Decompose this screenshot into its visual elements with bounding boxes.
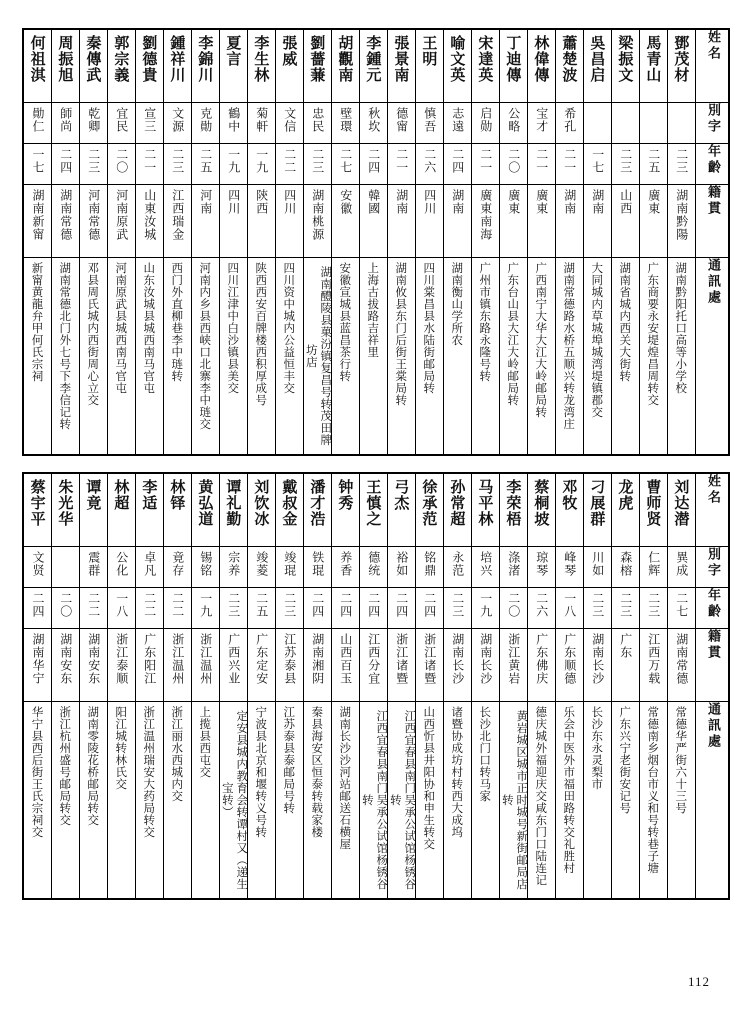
cell-origin: 广东定安 (247, 629, 275, 702)
cell-address: 广州市镇东路永隆号转 (471, 258, 499, 456)
cell-name: 喻文英 (443, 29, 471, 103)
cell-name: 秦傳武 (79, 29, 107, 103)
cell-style-name: 宗养 (219, 547, 247, 588)
cell-origin: 广东佛庆 (527, 629, 555, 702)
cell-name: 弓杰 (387, 473, 415, 547)
cell-origin: 湖南常德 (667, 629, 695, 702)
cell-address: 湖南醴陵县菓汾镇复昌号转茂田牌坊店 (303, 258, 331, 456)
cell-origin: 山西百玉 (331, 629, 359, 702)
cell-style-name: 铁琨 (303, 547, 331, 588)
cell-style-name (611, 103, 639, 144)
cell-style-name: 文贤 (23, 547, 51, 588)
cell-name: 马平林 (471, 473, 499, 547)
cell-name: 李荣梧 (499, 473, 527, 547)
cell-address: 四川资中城内公益恒丰交 (275, 258, 303, 456)
cell-style-name: 慎吾 (415, 103, 443, 144)
column-header-age: 年齡 (695, 144, 729, 185)
cell-origin: 湖南安东 (51, 629, 79, 702)
cell-name: 王明 (415, 29, 443, 103)
cell-address: 长沙北门口转马家 (471, 702, 499, 900)
cell-age: 二六 (415, 144, 443, 185)
cell-age: 二三 (303, 144, 331, 185)
column-header-origin: 籍貫 (695, 185, 729, 258)
column-header-age: 年齡 (695, 588, 729, 629)
cell-style-name: 琼琴 (527, 547, 555, 588)
cell-address: 上揽县西屯交 (191, 702, 219, 900)
page-number: 112 (687, 974, 710, 989)
cell-name: 谭竟 (79, 473, 107, 547)
cell-style-name: 川如 (583, 547, 611, 588)
cell-name: 李生林 (247, 29, 275, 103)
cell-style-name: 忠民 (303, 103, 331, 144)
cell-origin: 湖南安东 (79, 629, 107, 702)
cell-age: 二七 (667, 588, 695, 629)
roster-table-lower (22, 472, 730, 900)
cell-style-name (667, 103, 695, 144)
cell-name: 孙常超 (443, 473, 471, 547)
cell-address: 新甯黄龍弁甲何氏宗祠 (23, 258, 51, 456)
cell-name: 林偉傳 (527, 29, 555, 103)
cell-name: 梁振文 (611, 29, 639, 103)
cell-age: 二一 (555, 144, 583, 185)
cell-style-name: 公略 (499, 103, 527, 144)
cell-style-name: 德统 (359, 547, 387, 588)
cell-name: 戴叔金 (275, 473, 303, 547)
cell-age: 二三 (611, 144, 639, 185)
cell-address: 陕西西安百牌楼西积厚成号 (247, 258, 275, 456)
cell-style-name: 異成 (667, 547, 695, 588)
roster-table-upper (22, 28, 730, 456)
cell-style-name: 鶴中 (219, 103, 247, 144)
cell-age: 二三 (79, 144, 107, 185)
cell-address: 黄岩城区城市正时城号新街邮局店转 (499, 702, 527, 900)
cell-address: 湖南常德北门外七号下李信记转 (51, 258, 79, 456)
cell-origin: 江西分宜 (359, 629, 387, 702)
cell-address: 浙江杭州盛号邮局转交 (51, 702, 79, 900)
cell-origin: 湖南常德 (51, 185, 79, 258)
cell-origin: 廣東 (499, 185, 527, 258)
cell-address: 湖南省城内西关大街转 (611, 258, 639, 456)
cell-name: 朱光华 (51, 473, 79, 547)
cell-name: 林铎 (163, 473, 191, 547)
cell-address: 江苏泰县泰邮局号转 (275, 702, 303, 900)
cell-address: 四川棠昌县水陆街邮局转 (415, 258, 443, 456)
cell-origin: 浙江黄岩 (499, 629, 527, 702)
cell-origin: 广东顺德 (555, 629, 583, 702)
cell-name: 吳昌启 (583, 29, 611, 103)
cell-name: 張威 (275, 29, 303, 103)
cell-origin: 河南原武 (107, 185, 135, 258)
cell-name: 黄弘道 (191, 473, 219, 547)
cell-address: 浙江温州瑞安大药局转交 (135, 702, 163, 900)
cell-style-name: 裕如 (387, 547, 415, 588)
cell-style-name: 克勛 (191, 103, 219, 144)
cell-age: 二四 (359, 588, 387, 629)
cell-name: 刘达潜 (667, 473, 695, 547)
cell-origin: 韓國 (359, 185, 387, 258)
table-row-age (23, 144, 729, 185)
cell-style-name (639, 103, 667, 144)
cell-address: 诸暨协成坊村转西大成坞 (443, 702, 471, 900)
cell-name: 馬青山 (639, 29, 667, 103)
cell-age: 二四 (415, 588, 443, 629)
cell-name: 夏言 (219, 29, 247, 103)
cell-age: 二四 (303, 588, 331, 629)
cell-name: 鍾祥川 (163, 29, 191, 103)
cell-age: 一八 (555, 588, 583, 629)
cell-age: 二五 (247, 588, 275, 629)
column-header-name: 姓名 (695, 473, 729, 547)
cell-age: 二一 (135, 144, 163, 185)
cell-address: 大同城内草城埠城湾堤镇郡交 (583, 258, 611, 456)
cell-name: 刁展群 (583, 473, 611, 547)
cell-age: 二四 (331, 588, 359, 629)
cell-origin: 江苏泰县 (275, 629, 303, 702)
cell-name: 徐承范 (415, 473, 443, 547)
cell-name: 鄧茂材 (667, 29, 695, 103)
cell-age: 二二 (163, 588, 191, 629)
cell-age: 二三 (667, 144, 695, 185)
column-header-address: 通訊處 (695, 258, 729, 456)
column-header-style-name: 別字 (695, 103, 729, 144)
column-header-name: 姓名 (695, 29, 729, 103)
cell-address: 德庆城外福迎庆交咸东门口陆连记 (527, 702, 555, 900)
cell-age: 二〇 (51, 588, 79, 629)
cell-origin: 廣東 (527, 185, 555, 258)
cell-origin: 廣東南海 (471, 185, 499, 258)
cell-origin: 江西瑞金 (163, 185, 191, 258)
cell-age: 一九 (247, 144, 275, 185)
table-row-origin (23, 185, 729, 258)
cell-origin: 广东阳江 (135, 629, 163, 702)
cell-age: 二〇 (499, 144, 527, 185)
cell-name: 谭礼勤 (219, 473, 247, 547)
cell-age: 二三 (639, 588, 667, 629)
cell-style-name: 森榕 (611, 547, 639, 588)
cell-address: 山东汝城县城西南马官屯 (135, 258, 163, 456)
cell-age: 二一 (527, 144, 555, 185)
cell-address: 常德华严街六十三号 (667, 702, 695, 900)
cell-style-name: 秋坎 (359, 103, 387, 144)
cell-age: 二二 (135, 588, 163, 629)
cell-name: 刘饮冰 (247, 473, 275, 547)
column-header-address: 通訊處 (695, 702, 729, 900)
cell-style-name: 菊軒 (247, 103, 275, 144)
cell-address: 华宁县西后街王氏宗祠交 (23, 702, 51, 900)
cell-age: 一七 (23, 144, 51, 185)
cell-address: 上海古拔路吉祥里 (359, 258, 387, 456)
cell-style-name: 文源 (163, 103, 191, 144)
cell-age: 二六 (527, 588, 555, 629)
cell-age: 二五 (639, 144, 667, 185)
cell-age: 二一 (471, 144, 499, 185)
cell-age: 二一 (387, 144, 415, 185)
cell-address: 浙江丽水西城内交 (163, 702, 191, 900)
cell-name: 張景南 (387, 29, 415, 103)
column-header-style-name: 別字 (695, 547, 729, 588)
cell-age: 二三 (163, 144, 191, 185)
cell-name: 何祖淇 (23, 29, 51, 103)
cell-style-name: 锡铭 (191, 547, 219, 588)
cell-style-name (51, 547, 79, 588)
cell-origin: 浙江诸暨 (387, 629, 415, 702)
table-row-name (23, 473, 729, 547)
cell-origin: 湖南长沙 (583, 629, 611, 702)
cell-origin: 河南常德 (79, 185, 107, 258)
cell-origin: 湖南黔陽 (667, 185, 695, 258)
cell-age: 二四 (443, 144, 471, 185)
cell-origin: 湖南长沙 (443, 629, 471, 702)
cell-style-name: 乾卿 (79, 103, 107, 144)
cell-name: 蔡宇平 (23, 473, 51, 547)
cell-origin: 湖南华宁 (23, 629, 51, 702)
cell-address: 长沙东永灵梨市 (583, 702, 611, 900)
cell-name: 林超 (107, 473, 135, 547)
cell-address: 广西南宁大华大江大岭邮局转 (527, 258, 555, 456)
cell-origin: 湖南 (443, 185, 471, 258)
cell-name: 宋達英 (471, 29, 499, 103)
cell-name: 郭宗義 (107, 29, 135, 103)
cell-style-name: 文信 (275, 103, 303, 144)
cell-address: 定安县城内教育会转谭村又（递生宝转） (219, 702, 247, 900)
cell-address: 湖南常德路水桥五顺兴转龙湾庄 (555, 258, 583, 456)
cell-address: 湖南衡山学所农 (443, 258, 471, 456)
cell-address: 河南内乡县西峡口北寨李中琏交 (191, 258, 219, 456)
cell-address: 安徽宣城县蓝昌茶行转 (331, 258, 359, 456)
cell-origin: 陝西 (247, 185, 275, 258)
cell-origin: 浙江泰顺 (107, 629, 135, 702)
table-row-address (23, 258, 729, 456)
cell-age: 二四 (387, 588, 415, 629)
cell-origin: 安徽 (331, 185, 359, 258)
cell-age: 二四 (51, 144, 79, 185)
cell-age: 二四 (359, 144, 387, 185)
cell-origin: 湖南 (555, 185, 583, 258)
cell-name: 龙虎 (611, 473, 639, 547)
cell-style-name (583, 103, 611, 144)
cell-style-name: 宜民 (107, 103, 135, 144)
cell-name: 蔡桐坡 (527, 473, 555, 547)
cell-address: 山西忻县井阳协和申生转交 (415, 702, 443, 900)
cell-origin: 湖南 (583, 185, 611, 258)
cell-age: 一九 (471, 588, 499, 629)
cell-address: 西门外直柳巷李中琏转 (163, 258, 191, 456)
cell-age: 一九 (191, 588, 219, 629)
cell-origin: 浙江温州 (163, 629, 191, 702)
cell-origin: 湖南桃源 (303, 185, 331, 258)
cell-name: 丁迪傳 (499, 29, 527, 103)
table-row-age (23, 588, 729, 629)
cell-age: 二〇 (107, 144, 135, 185)
cell-origin: 山東汝城 (135, 185, 163, 258)
cell-age: 一八 (107, 588, 135, 629)
cell-address: 江西宜春县南门吴承公试馆杨锈谷转 (359, 702, 387, 900)
cell-origin: 四川 (415, 185, 443, 258)
table-row-style-name (23, 103, 729, 144)
cell-style-name: 卓凡 (135, 547, 163, 588)
cell-name: 王慎之 (359, 473, 387, 547)
cell-age: 二二 (275, 144, 303, 185)
cell-name: 劉德貴 (135, 29, 163, 103)
cell-address: 常德南乡烟台市义和号转巷子塘 (639, 702, 667, 900)
roster-table-upper-wrap (22, 28, 721, 456)
cell-origin: 湖南长沙 (471, 629, 499, 702)
cell-origin: 江西万载 (639, 629, 667, 702)
cell-origin: 浙江温州 (191, 629, 219, 702)
cell-style-name: 永范 (443, 547, 471, 588)
cell-style-name: 壁環 (331, 103, 359, 144)
cell-style-name: 德甯 (387, 103, 415, 144)
cell-origin: 湖南湘阴 (303, 629, 331, 702)
cell-origin: 廣東 (639, 185, 667, 258)
cell-origin: 山西 (611, 185, 639, 258)
cell-name: 胡觀南 (331, 29, 359, 103)
cell-origin: 四川 (275, 185, 303, 258)
cell-address: 乐会中医外市福田路转交礼胜村 (555, 702, 583, 900)
cell-style-name: 宝才 (527, 103, 555, 144)
cell-address: 邓县周氏城内西街周心立交 (79, 258, 107, 456)
cell-style-name: 竣琨 (275, 547, 303, 588)
cell-origin: 广西兴业 (219, 629, 247, 702)
cell-name: 潘才浩 (303, 473, 331, 547)
table-row-address (23, 702, 729, 900)
cell-address: 广东兴宁老街安记号 (611, 702, 639, 900)
cell-address: 湖南黔阳托口高等小学校 (667, 258, 695, 456)
cell-age: 二三 (275, 588, 303, 629)
cell-style-name: 竣菱 (247, 547, 275, 588)
cell-style-name: 宣三 (135, 103, 163, 144)
cell-style-name: 竟存 (163, 547, 191, 588)
cell-style-name: 志遠 (443, 103, 471, 144)
column-header-origin: 籍貫 (695, 629, 729, 702)
cell-address: 广东台山县大江大岭邮局转 (499, 258, 527, 456)
cell-age: 二五 (191, 144, 219, 185)
cell-style-name: 涤渚 (499, 547, 527, 588)
cell-age: 二四 (23, 588, 51, 629)
cell-style-name: 启勋 (471, 103, 499, 144)
cell-origin: 湖南 (387, 185, 415, 258)
cell-style-name: 公化 (107, 547, 135, 588)
cell-address: 江西宜春县南门吴承公试馆杨锈谷转 (387, 702, 415, 900)
cell-style-name: 震群 (79, 547, 107, 588)
cell-name: 李錦川 (191, 29, 219, 103)
cell-address: 广东商要永安堤煌昌周转交 (639, 258, 667, 456)
cell-address: 湖南攸县东门后街王棠局转 (387, 258, 415, 456)
cell-address: 四川江津中白沙镇县美交 (219, 258, 247, 456)
cell-name: 钟秀 (331, 473, 359, 547)
cell-style-name: 仁辉 (639, 547, 667, 588)
cell-age: 二〇 (499, 588, 527, 629)
cell-age: 二三 (611, 588, 639, 629)
cell-age: 二三 (219, 588, 247, 629)
cell-origin: 四川 (219, 185, 247, 258)
cell-name: 周振旭 (51, 29, 79, 103)
cell-style-name: 希孔 (555, 103, 583, 144)
table-row-name (23, 29, 729, 103)
cell-address: 湖南零陵花桥邮局转交 (79, 702, 107, 900)
cell-style-name: 培兴 (471, 547, 499, 588)
table-row-style-name (23, 547, 729, 588)
cell-address: 湖南长沙沙河站邮送石横屋 (331, 702, 359, 900)
cell-name: 劉薔蒹 (303, 29, 331, 103)
cell-origin: 浙江诸暨 (415, 629, 443, 702)
cell-age: 二三 (583, 588, 611, 629)
cell-name: 邓牧 (555, 473, 583, 547)
cell-origin: 湖南新甯 (23, 185, 51, 258)
cell-style-name: 峰琴 (555, 547, 583, 588)
cell-address: 秦县海安区恒泰转载家楼 (303, 702, 331, 900)
cell-age: 二三 (443, 588, 471, 629)
cell-style-name: 铭鼎 (415, 547, 443, 588)
roster-table-lower-wrap (22, 472, 721, 900)
cell-origin: 广东 (611, 629, 639, 702)
cell-age: 一九 (219, 144, 247, 185)
cell-address: 河南原武县城西南马官屯 (107, 258, 135, 456)
cell-age: 一七 (583, 144, 611, 185)
cell-style-name: 師尚 (51, 103, 79, 144)
cell-style-name: 养香 (331, 547, 359, 588)
cell-name: 李鍾元 (359, 29, 387, 103)
cell-name: 蕭楚波 (555, 29, 583, 103)
cell-name: 曹师贤 (639, 473, 667, 547)
table-row-origin (23, 629, 729, 702)
cell-address: 阳江城转林氏交 (107, 702, 135, 900)
cell-age: 二七 (331, 144, 359, 185)
cell-age: 二二 (79, 588, 107, 629)
cell-address: 宁波县北京和堰转义号转 (247, 702, 275, 900)
cell-name: 李适 (135, 473, 163, 547)
cell-style-name: 勛仁 (23, 103, 51, 144)
cell-origin: 河南 (191, 185, 219, 258)
